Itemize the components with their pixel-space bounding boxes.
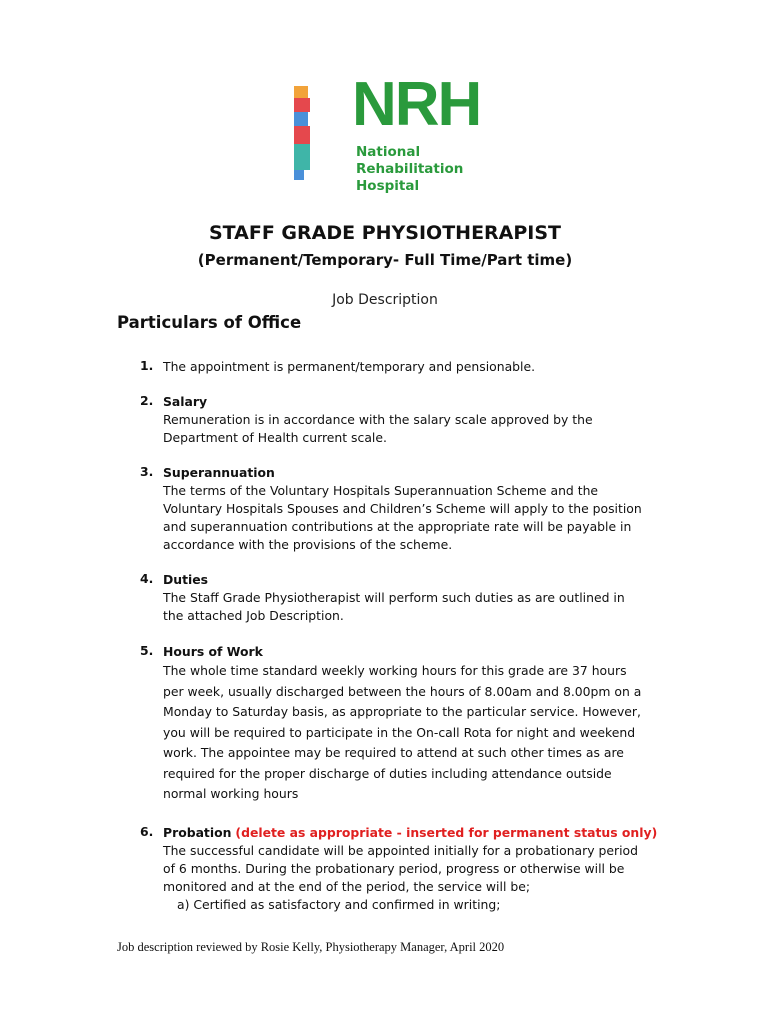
item-line: and superannuation contributions at the appropriate rate will be payable in bbox=[163, 519, 632, 534]
item-line: The terms of the Voluntary Hospitals Superannuation Scheme and the bbox=[163, 483, 599, 498]
item-line: Monday to Saturday basis, as appropriate to the particular service. However, bbox=[163, 704, 641, 719]
item-line: The successful candidate will be appointed initially for a probationary period bbox=[163, 843, 638, 858]
item-line: work. The appointee may be required to attend at such other times as are bbox=[163, 745, 624, 760]
document-type: Job Description bbox=[332, 292, 438, 308]
item-heading: Duties bbox=[163, 572, 209, 587]
item-line: Voluntary Hospitals Spouses and Children’s Scheme will apply to the position bbox=[163, 501, 642, 516]
item-line: of 6 months. During the probationary period, progress or otherwise will be bbox=[163, 861, 625, 876]
item-heading: Salary bbox=[163, 394, 208, 409]
sub-item: a) Certified as satisfactory and confirmed in writing; bbox=[177, 897, 501, 912]
item-heading: Probation bbox=[163, 825, 232, 840]
page-footer: Job description reviewed by Rosie Kelly, Physiotherapy Manager, April 2020 bbox=[117, 940, 505, 954]
item-line: you will be required to participate in the On-call Rota for night and weekend bbox=[163, 724, 636, 740]
logo-line-1: National bbox=[356, 144, 421, 160]
item-line: Remuneration is in accordance with the salary scale approved by the bbox=[163, 412, 593, 427]
item-heading: Superannuation bbox=[163, 465, 275, 480]
item-heading: Hours of Work bbox=[163, 644, 263, 659]
item-line: Department of Health current scale. bbox=[163, 430, 387, 445]
logo-mosaic-icon bbox=[294, 86, 348, 136]
item-line: per week, usually discharged between the hours of 8.00am and 8.00pm on a bbox=[163, 683, 642, 699]
item-line: The Staff Grade Physiotherapist will perform such duties as are outlined in bbox=[163, 590, 625, 605]
logo-line-2: Rehabilitation bbox=[356, 161, 464, 177]
item-line: normal working hours bbox=[163, 786, 299, 801]
item-number: 3. bbox=[140, 464, 154, 479]
item-note: (delete as appropriate - inserted for permanent status only) bbox=[235, 825, 658, 840]
section-title: Particulars of Office bbox=[117, 313, 302, 332]
item-line: required for the proper discharge of duties including attendance outside bbox=[163, 765, 612, 781]
item-line: accordance with the provisions of the scheme. bbox=[163, 537, 453, 552]
item-line: monitored and at the end of the period, the service will be; bbox=[163, 879, 530, 894]
page-title: STAFF GRADE PHYSIOTHERAPIST bbox=[208, 222, 562, 244]
item-line: the attached Job Description. bbox=[163, 608, 344, 623]
item-line: The whole time standard weekly working hours for this grade are 37 hours bbox=[163, 663, 627, 678]
logo-mark: NRH bbox=[352, 70, 481, 139]
logo-subtitle bbox=[356, 144, 463, 195]
item-text: The appointment is permanent/temporary and pensionable. bbox=[163, 359, 536, 374]
item-number: 1. bbox=[140, 358, 154, 373]
logo-line-3: Hospital bbox=[356, 178, 420, 194]
item-number: 6. bbox=[140, 824, 154, 839]
item-number: 4. bbox=[140, 571, 154, 586]
page-subtitle: (Permanent/Temporary- Full Time/Part time) bbox=[197, 251, 573, 269]
item-number: 2. bbox=[140, 393, 154, 408]
item-number: 5. bbox=[140, 643, 154, 658]
